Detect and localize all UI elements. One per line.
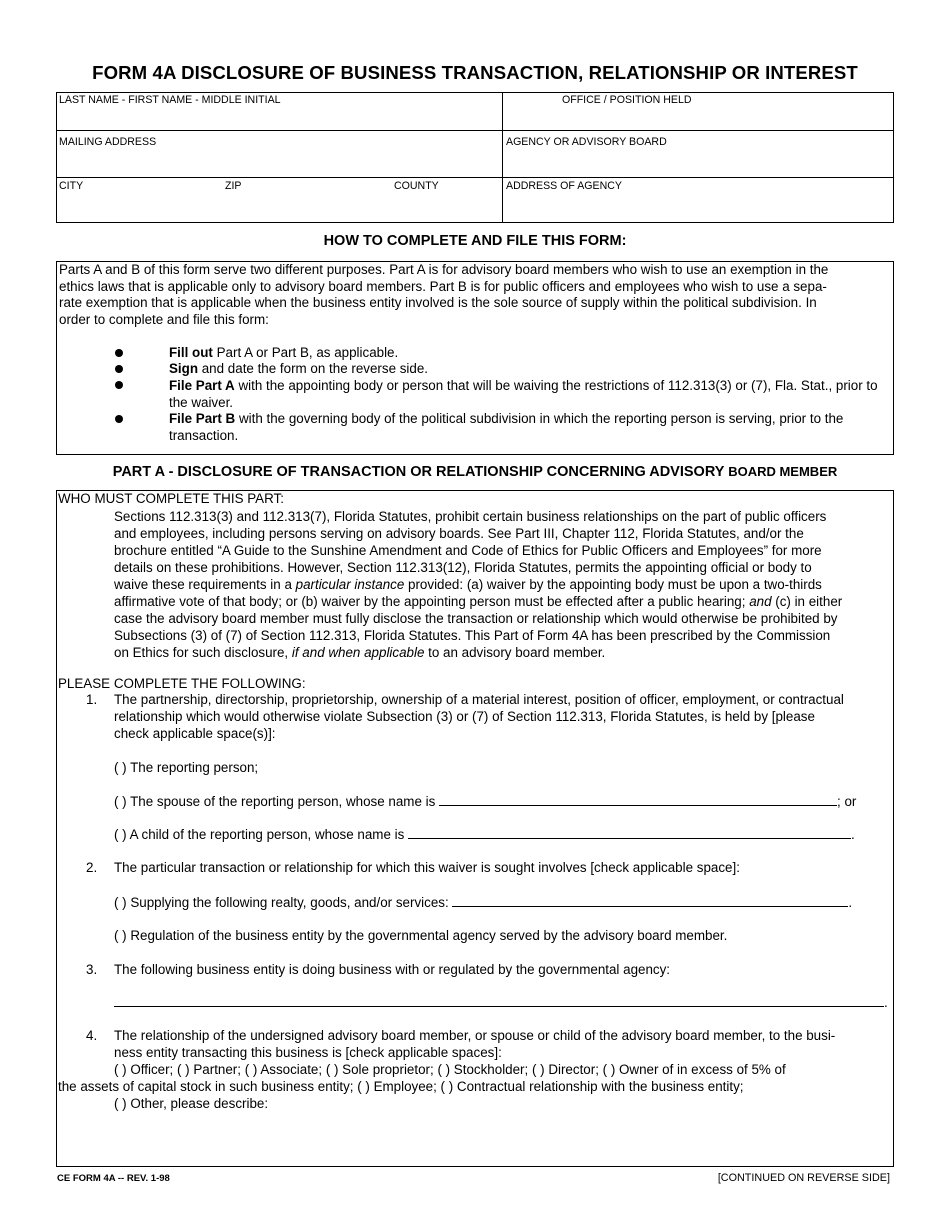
bullet-rest: with the governing body of the political subdivision in which the reporting person is serving, prior to the transaction. xyxy=(169,411,844,443)
who-line xyxy=(114,576,892,593)
supplying-goods-input[interactable] xyxy=(452,894,848,907)
who-line: brochure entitled “A Guide to the Sunshine Amendment and Code of Ethics for Public Officers and Employees” for more xyxy=(114,543,822,558)
intro-line: rate exemption that is applicable when the business entity involved is the sole source of supply within the political subdivision. In xyxy=(59,295,817,311)
bullet-item xyxy=(169,378,884,411)
header-divider-row1 xyxy=(57,130,893,131)
who-text: affirmative vote of that body; or (b) waiver by the appointing person must be effected after a public hearing; xyxy=(114,594,750,609)
bullet-icon xyxy=(115,415,123,423)
business-entity-tail: . xyxy=(884,995,888,1010)
q4-line: ness entity transacting this business is [check applicable spaces]: xyxy=(114,1044,502,1060)
question-1-text xyxy=(114,692,892,743)
who-text: provided: (a) waiver by the appointing body must be upon a two-thirds xyxy=(404,577,822,592)
who-text: on Ethics for such disclosure, xyxy=(114,645,292,660)
question-4-text xyxy=(114,1028,892,1062)
q2-option-regulation[interactable]: ( ) Regulation of the business entity by the governmental agency served by the advisory board member. xyxy=(114,928,728,943)
q4-line: The relationship of the undersigned advisory board member, or spouse or child of the advisory board member, to the busi- xyxy=(114,1028,836,1043)
who-line: details on these prohibitions. However, Section 112.313(12), Florida Statutes, permits the appointing official or body to xyxy=(114,560,812,575)
q1-line: The partnership, directorship, proprietorship, ownership of a material interest, position of officer, employment, or contractual xyxy=(114,692,844,707)
who-line: Sections 112.313(3) and 112.313(7), Florida Statutes, prohibit certain business relationships on the part of public officers xyxy=(114,509,827,524)
bullet-bold: Sign xyxy=(169,361,199,376)
agency-address-field-label[interactable]: ADDRESS OF AGENCY xyxy=(506,180,622,192)
who-text: (c) in either xyxy=(771,594,843,609)
county-field-label[interactable]: COUNTY xyxy=(394,180,439,192)
who-italic: particular instance xyxy=(295,577,405,592)
q1-line: check applicable space(s)]: xyxy=(114,725,276,741)
how-to-intro xyxy=(59,262,891,329)
please-complete-label: PLEASE COMPLETE THE FOLLOWING: xyxy=(58,676,306,691)
part-a-heading-tail: BOARD MEMBER xyxy=(728,464,838,479)
spouse-name-input[interactable] xyxy=(439,793,837,806)
bullet-bold: Fill out xyxy=(169,345,213,360)
bullet-bold: File Part B xyxy=(169,411,236,426)
form-title: FORM 4A DISCLOSURE OF BUSINESS TRANSACTION, RELATIONSHIP OR INTEREST xyxy=(92,62,858,83)
how-to-heading: HOW TO COMPLETE AND FILE THIS FORM: xyxy=(323,233,627,249)
business-entity-line[interactable] xyxy=(114,994,888,1010)
office-field-label[interactable]: OFFICE / POSITION HELD xyxy=(562,94,692,106)
zip-field-label[interactable]: ZIP xyxy=(225,180,242,192)
who-line: and employees, including persons serving on advisory boards. See Part III, Chapter 112, Florida Statutes, and/or the xyxy=(114,526,804,541)
business-entity-input[interactable] xyxy=(114,994,884,1007)
header-fields-box xyxy=(56,92,894,223)
bullet-rest: with the appointing body or person that will be waiving the restrictions of 112.313(3) or (7), Fla. Stat., prior to the waiver. xyxy=(169,378,878,410)
who-line: Subsections (3) of (7) of Section 112.313, Florida Statutes. This Part of Form 4A has been prescribed by the Commission xyxy=(114,628,831,643)
q2-option-supplying[interactable] xyxy=(114,894,852,910)
bullet-bold: File Part A xyxy=(169,378,235,393)
who-line: case the advisory board member must fully disclose the transaction or relationship which would otherwise be prohibited by xyxy=(114,611,838,626)
q1-option-spouse-tail: ; or xyxy=(837,794,857,809)
who-text: to an advisory board member. xyxy=(424,645,606,660)
who-must-paragraph xyxy=(114,508,892,661)
who-line xyxy=(114,644,892,661)
form-revision-label: CE FORM 4A -- REV. 1-98 xyxy=(57,1173,170,1184)
q4-checkbox-options[interactable]: ( ) Officer; ( ) Partner; ( ) Associate; ( ) Sole proprietor; ( ) Stockholder; ( ) Director; ( ) Owner of in excess of 5% of xyxy=(114,1062,786,1077)
q1-option-reporting-person[interactable]: ( ) The reporting person; xyxy=(114,760,259,775)
name-field-label[interactable]: LAST NAME - FIRST NAME - MIDDLE INITIAL xyxy=(59,94,281,106)
header-divider-row2 xyxy=(57,177,893,178)
q1-option-child-tail: . xyxy=(851,827,855,842)
who-line xyxy=(114,593,892,610)
continued-label: [CONTINUED ON REVERSE SIDE] xyxy=(717,1172,890,1184)
bullet-rest: Part A or Part B, as applicable. xyxy=(212,345,399,360)
q1-line: relationship which would otherwise violate Subsection (3) or (7) of Section 112.313, Florida Statutes, is held by [please xyxy=(114,708,815,724)
bullet-icon xyxy=(115,349,123,357)
q1-option-child-text: ( ) A child of the reporting person, whose name is xyxy=(114,827,405,842)
intro-line: ethics laws that is applicable only to advisory board members. Part B is for public officers and employees who wish to use a sepa- xyxy=(59,278,827,294)
q2-option-supplying-tail: . xyxy=(848,895,853,910)
header-divider-vertical xyxy=(502,93,503,222)
city-field-label[interactable]: CITY xyxy=(59,180,84,192)
question-number: 2. xyxy=(86,860,98,875)
q1-option-spouse-text: ( ) The spouse of the reporting person, whose name is xyxy=(114,794,436,809)
intro-line: Parts A and B of this form serve two different purposes. Part A is for advisory board members who wish to use an exemption in the xyxy=(59,262,829,277)
part-a-heading-main: PART A - DISCLOSURE OF TRANSACTION OR RELATIONSHIP CONCERNING ADVISORY xyxy=(112,464,725,480)
question-2-text: The particular transaction or relationship for which this waiver is sought involves [check applicable space]: xyxy=(114,860,740,875)
bullet-icon xyxy=(115,365,123,373)
q4-other-option[interactable]: ( ) Other, please describe: xyxy=(114,1096,269,1111)
q2-option-supplying-text: ( ) Supplying the following realty, goods, and/or services: xyxy=(114,895,449,910)
bullet-rest: and date the form on the reverse side. xyxy=(198,361,429,376)
bullet-item xyxy=(169,411,884,444)
mailing-address-field-label[interactable]: MAILING ADDRESS xyxy=(59,136,157,148)
q4-checkbox-options[interactable]: the assets of capital stock in such business entity; ( ) Employee; ( ) Contractual relationship with the business entity; xyxy=(58,1079,744,1094)
who-text: waive these requirements in a xyxy=(114,577,296,592)
question-number: 4. xyxy=(86,1028,98,1043)
bullet-item xyxy=(169,345,884,362)
agency-field-label[interactable]: AGENCY OR ADVISORY BOARD xyxy=(506,136,667,148)
q1-option-spouse[interactable] xyxy=(114,793,856,809)
who-italic: and xyxy=(749,594,772,609)
q1-option-child[interactable] xyxy=(114,826,855,842)
question-number: 3. xyxy=(86,962,98,977)
who-must-label: WHO MUST COMPLETE THIS PART: xyxy=(58,491,284,506)
child-name-input[interactable] xyxy=(408,826,851,839)
bullet-item xyxy=(169,361,884,378)
part-a-heading xyxy=(0,464,950,480)
intro-line: order to complete and file this form: xyxy=(59,312,269,328)
question-3-text: The following business entity is doing business with or regulated by the governmental agency: xyxy=(114,962,671,977)
question-number: 1. xyxy=(86,692,98,707)
who-italic: if and when applicable xyxy=(291,645,425,660)
bullet-icon xyxy=(115,381,123,389)
